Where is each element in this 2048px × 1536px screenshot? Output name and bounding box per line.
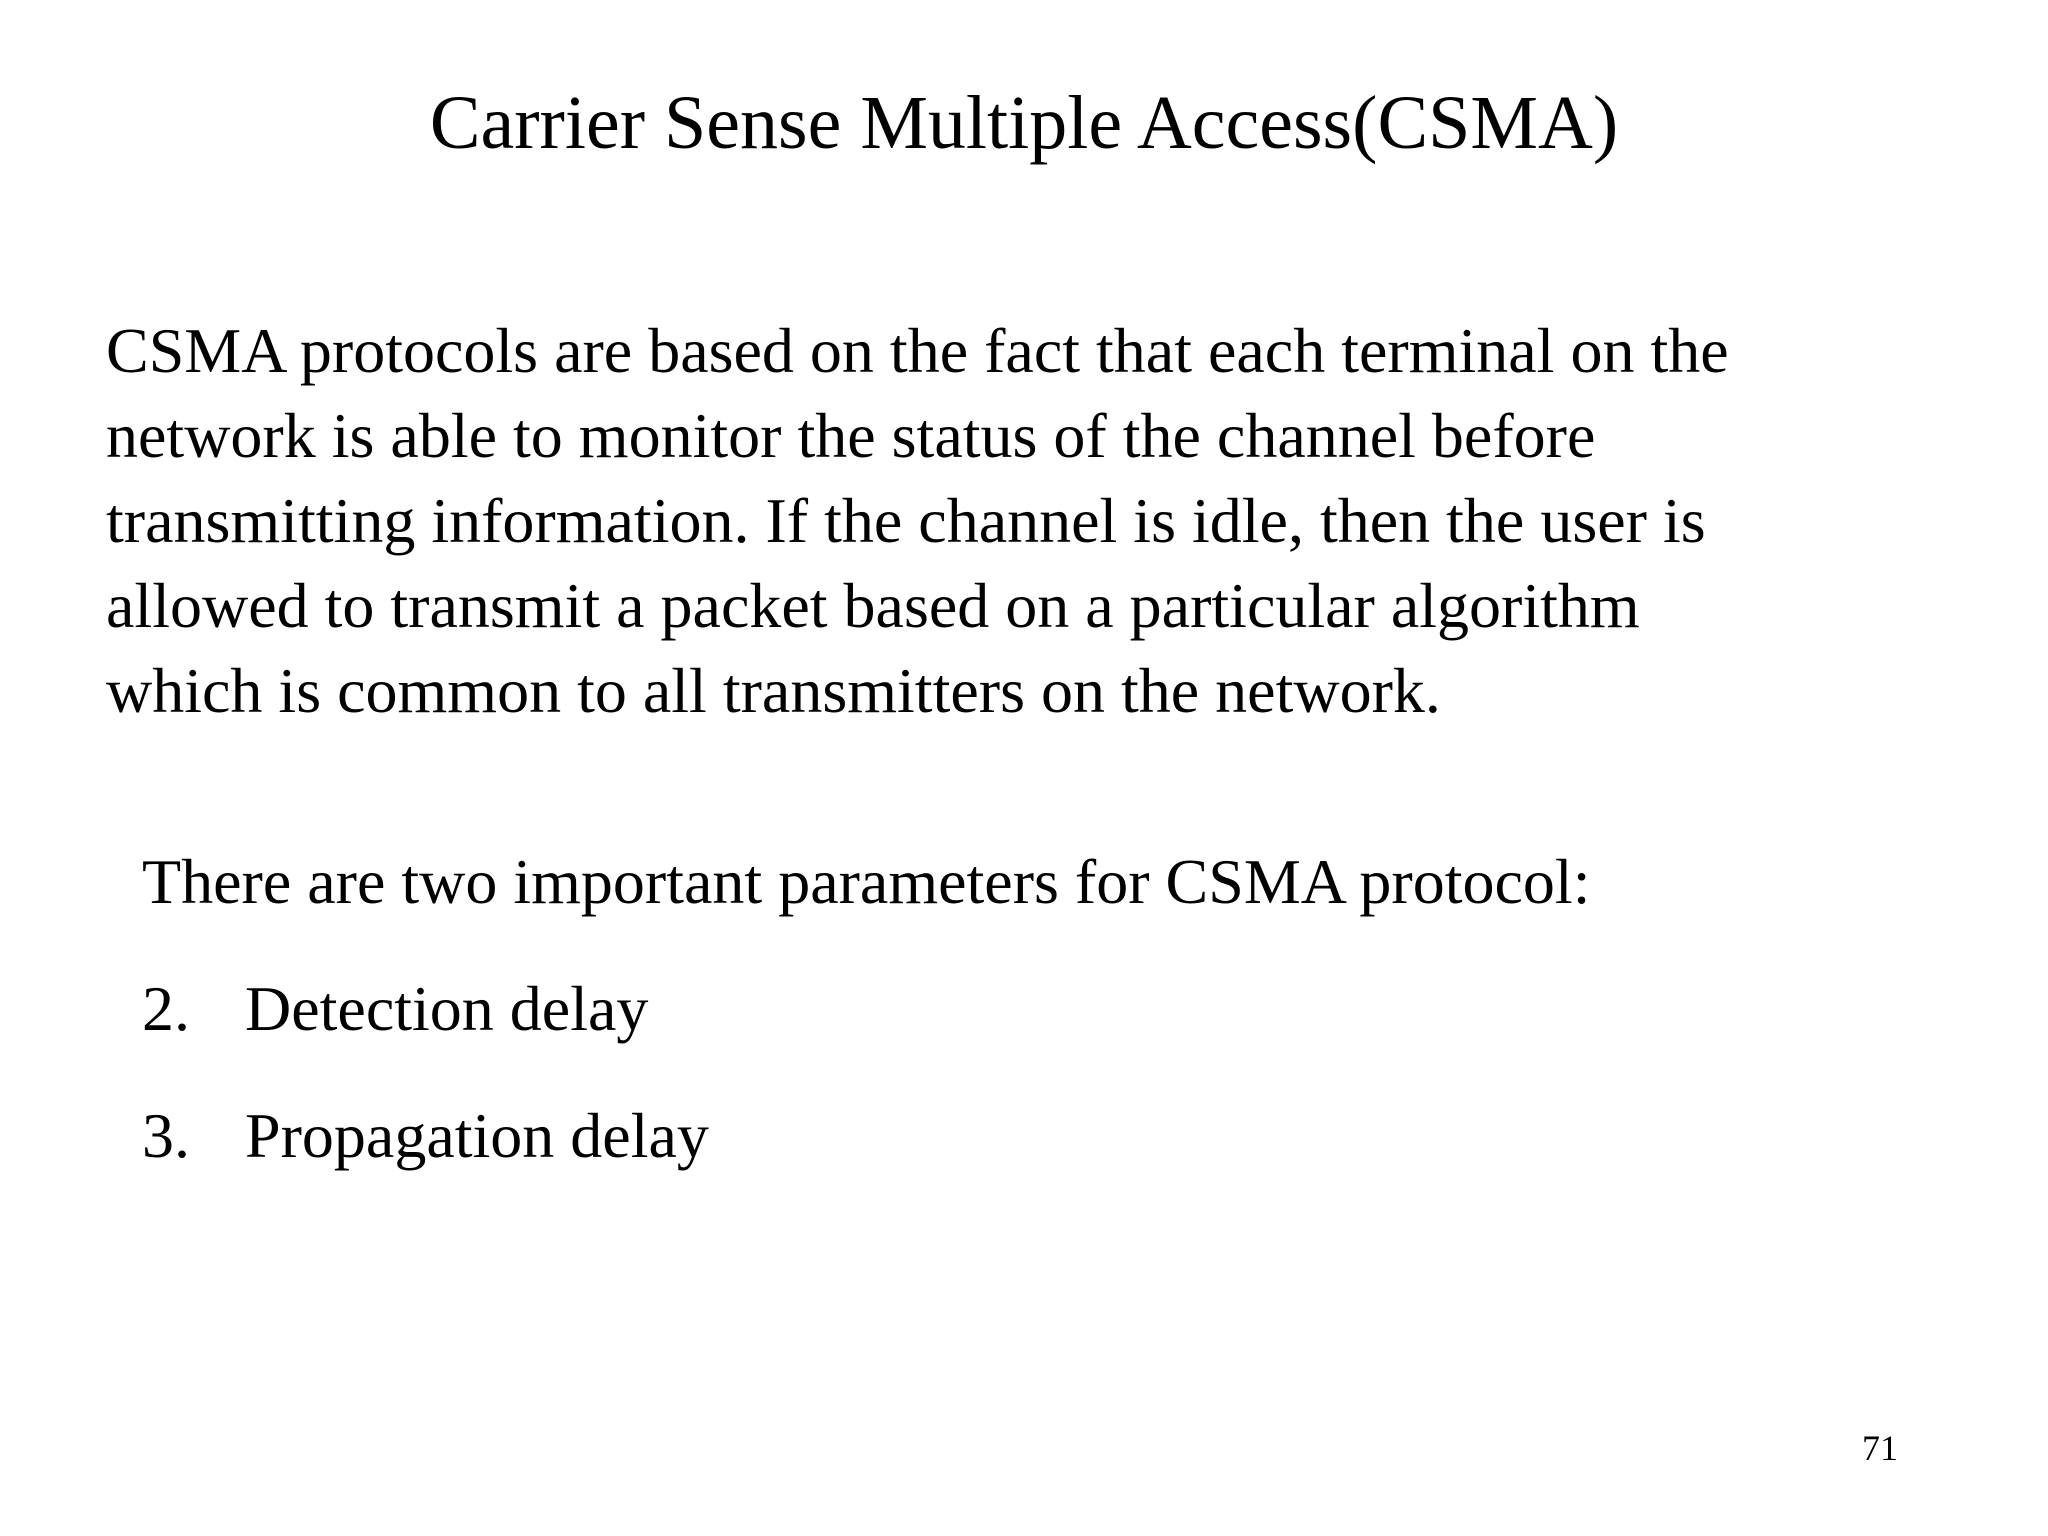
- parameters-list: [142, 969, 1942, 1176]
- body-line: which is common to all transmitters on the network.: [106, 655, 1441, 726]
- page-number: 71: [1862, 1428, 1898, 1468]
- list-item-label: Propagation delay: [245, 1100, 709, 1171]
- parameters-intro: There are two important parameters for CSMA protocol:: [142, 846, 1591, 917]
- body-line: transmitting information. If the channel is idle, then the user is: [106, 485, 1706, 556]
- list-item: [142, 1096, 1942, 1176]
- body-line: allowed to transmit a packet based on a particular algorithm: [106, 570, 1640, 641]
- list-item-label: Detection delay: [245, 973, 649, 1044]
- list-item-number: 2.: [142, 973, 190, 1044]
- body-paragraph: [106, 308, 1936, 733]
- list-item-number: 3.: [142, 1100, 190, 1171]
- body-line: network is able to monitor the status of the channel before: [106, 400, 1596, 471]
- slide-title: Carrier Sense Multiple Access(CSMA): [429, 81, 1619, 165]
- list-item: [142, 969, 1942, 1049]
- parameters-section: [142, 842, 1942, 1176]
- body-line: CSMA protocols are based on the fact that each terminal on the: [106, 315, 1729, 386]
